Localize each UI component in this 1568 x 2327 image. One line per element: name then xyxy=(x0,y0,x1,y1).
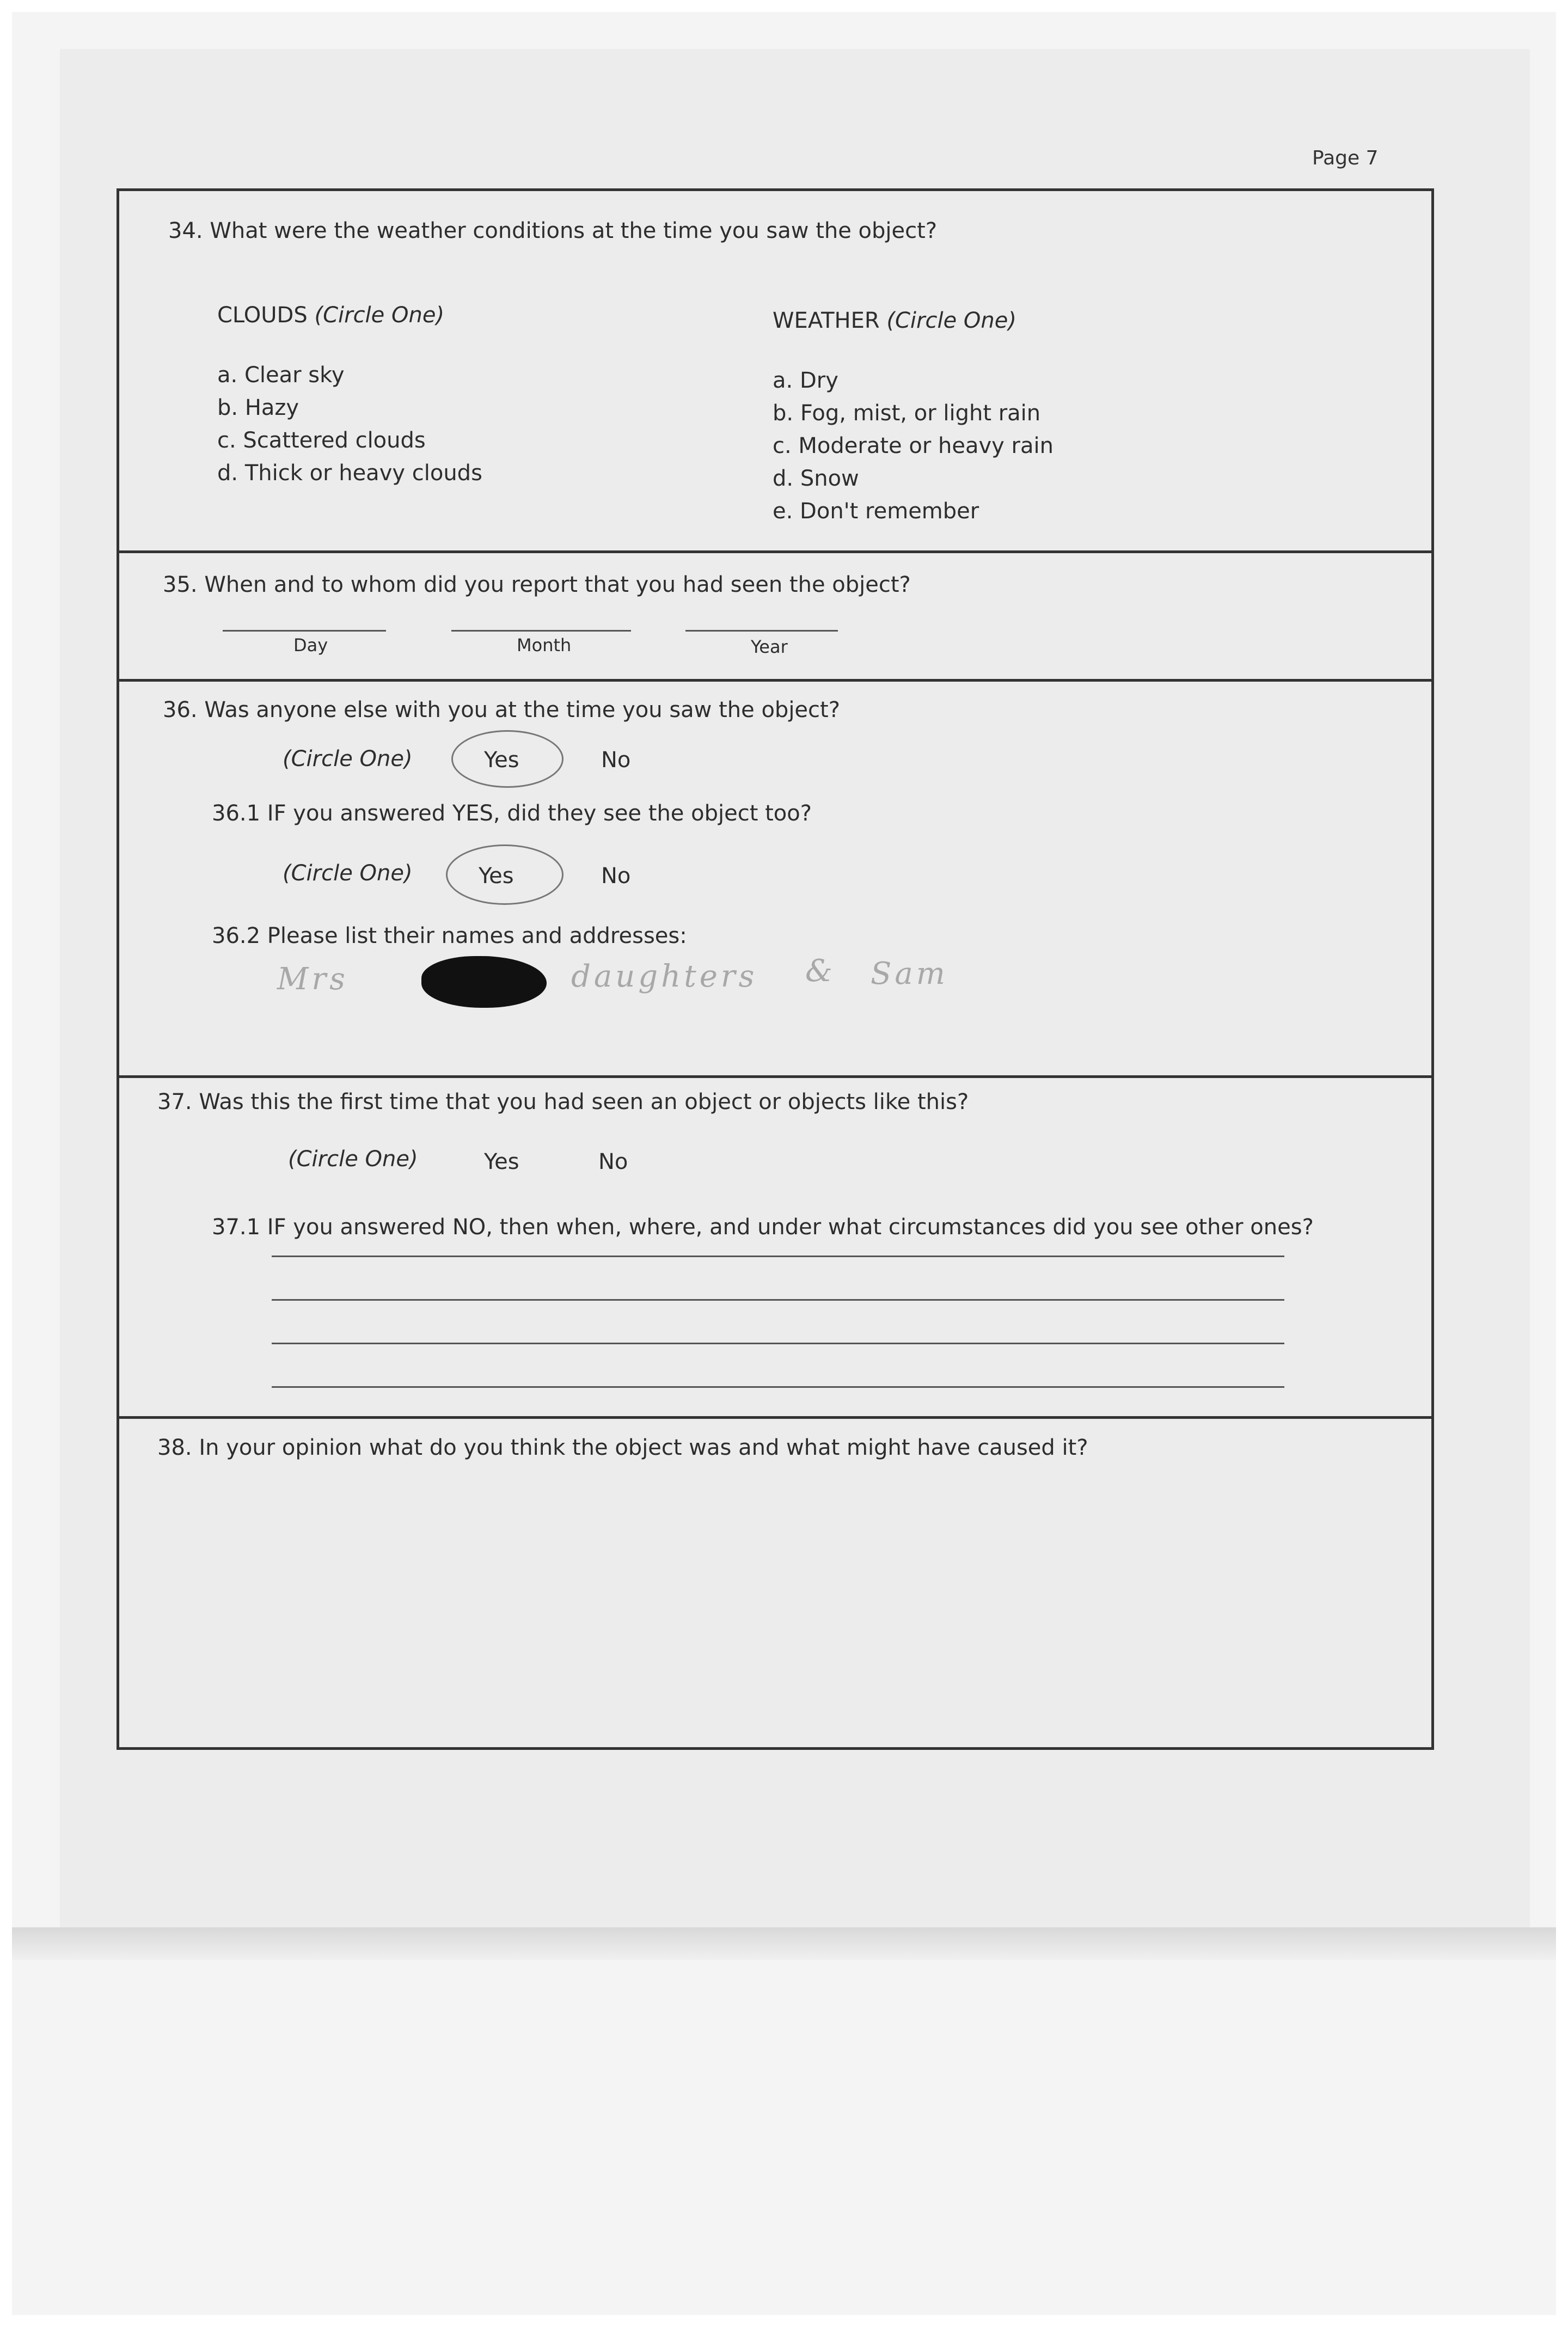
weather-heading: WEATHER (Circle One) xyxy=(773,308,1016,333)
handwritten-name-2: Sam xyxy=(871,956,948,991)
q36-1-no-option[interactable]: No xyxy=(601,864,631,889)
question-35: 35. When and to whom did you report that you had seen the object? xyxy=(163,572,911,597)
answer-line[interactable] xyxy=(272,1343,1284,1344)
question-34: 34. What were the weather conditions at the time you saw the object? xyxy=(168,218,938,243)
weather-option-d[interactable]: d. Snow xyxy=(773,466,859,491)
q37-yes-option[interactable]: Yes xyxy=(484,1149,519,1174)
month-label: Month xyxy=(517,635,572,656)
page-number: Page 7 xyxy=(1312,147,1379,169)
circle-one-hint: (Circle One) xyxy=(288,1147,418,1172)
year-label: Year xyxy=(751,636,788,657)
q36-1-yes-option[interactable]: Yes xyxy=(479,864,514,889)
question-36-2: 36.2 Please list their names and addresses: xyxy=(212,923,687,948)
section-divider xyxy=(119,550,1431,553)
question-38: 38. In your opinion what do you think the object was and what might have caused it? xyxy=(157,1435,1088,1460)
day-field[interactable] xyxy=(223,630,386,632)
clouds-option-c[interactable]: c. Scattered clouds xyxy=(217,428,426,453)
section-divider xyxy=(119,1075,1431,1078)
day-label: Day xyxy=(293,635,328,656)
handwritten-name: Mrs xyxy=(277,962,348,997)
clouds-heading: CLOUDS (Circle One) xyxy=(217,303,445,328)
q36-no-option[interactable]: No xyxy=(601,748,631,773)
section-divider xyxy=(119,679,1431,682)
answer-line[interactable] xyxy=(272,1299,1284,1301)
weather-option-a[interactable]: a. Dry xyxy=(773,368,838,393)
question-36: 36. Was anyone else with you at the time you saw the object? xyxy=(163,697,840,722)
circle-one-hint: (Circle One) xyxy=(283,861,413,886)
weather-option-e[interactable]: e. Don't remember xyxy=(773,499,979,524)
circle-one-hint: (Circle One) xyxy=(283,746,413,771)
scan-shadow xyxy=(12,1927,1556,1960)
month-field[interactable] xyxy=(451,630,631,632)
weather-option-b[interactable]: b. Fog, mist, or light rain xyxy=(773,401,1041,426)
answer-line[interactable] xyxy=(272,1256,1284,1257)
section-divider xyxy=(119,1416,1431,1419)
q36-yes-option[interactable]: Yes xyxy=(484,748,519,773)
year-field[interactable] xyxy=(685,630,838,632)
clouds-option-a[interactable]: a. Clear sky xyxy=(217,363,345,388)
redaction-mark xyxy=(421,956,547,1008)
weather-option-c[interactable]: c. Moderate or heavy rain xyxy=(773,433,1054,458)
q38-answer-area[interactable] xyxy=(152,1476,1393,1716)
handwritten-relation: daughters xyxy=(571,959,758,994)
clouds-option-d[interactable]: d. Thick or heavy clouds xyxy=(217,461,482,486)
questionnaire-form xyxy=(117,188,1434,1750)
q37-no-option[interactable]: No xyxy=(598,1149,628,1174)
question-37-1: 37.1 IF you answered NO, then when, where, and under what circumstances did you see other ones? xyxy=(212,1215,1314,1240)
question-37: 37. Was this the first time that you had seen an object or objects like this? xyxy=(157,1089,969,1114)
handwritten-ampersand: & xyxy=(805,953,836,989)
question-36-1: 36.1 IF you answered YES, did they see the object too? xyxy=(212,801,812,826)
clouds-option-b[interactable]: b. Hazy xyxy=(217,395,299,420)
answer-line[interactable] xyxy=(272,1386,1284,1388)
